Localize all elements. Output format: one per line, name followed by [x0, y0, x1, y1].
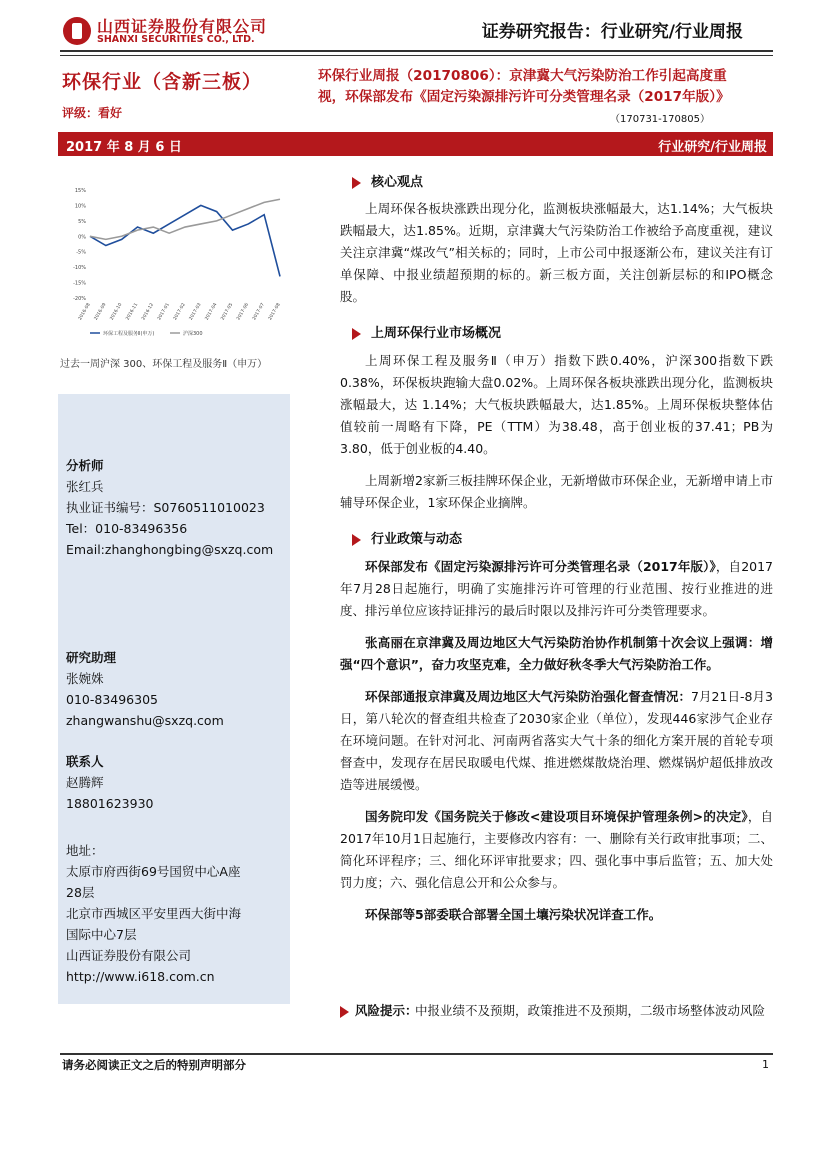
x-tick-label: 2017-08: [267, 302, 282, 322]
assistant-email[interactable]: zhangwanshu@sxzq.com: [66, 713, 224, 728]
contact-name: 赵腾辉: [66, 775, 104, 790]
series-line-0: [90, 205, 280, 276]
company-website[interactable]: http://www.i618.com.cn: [66, 969, 215, 984]
x-tick-label: 2016-10: [109, 302, 124, 322]
x-tick-label: 2017-01: [157, 302, 171, 322]
section-policy-heading: 行业政策与动态: [352, 528, 462, 547]
footer-rule: [60, 1053, 773, 1055]
y-tick-label: 0%: [78, 234, 86, 241]
contact-heading: 联系人: [66, 754, 104, 769]
address-company: 山西证券股份有限公司: [66, 948, 192, 963]
chart-caption: 过去一周沪深 300、环保工程及服务Ⅱ（申万）: [60, 359, 268, 370]
address-beijing: 北京市西城区平安里西大街中海: [66, 906, 242, 921]
section-market-body: [340, 350, 773, 514]
y-tick-label: -20%: [73, 296, 86, 302]
assistant-tel: 010-83496305: [66, 692, 158, 707]
x-tick-label: 2017-03: [188, 302, 203, 322]
risk-arrow-icon: [340, 1006, 349, 1018]
contact-tel: 18801623930: [66, 796, 154, 811]
address-taiyuan-floor: 28层: [66, 885, 95, 900]
bar-category: 行业研究/行业周报: [658, 140, 767, 155]
section-arrow-icon: [352, 328, 361, 340]
section-core-heading: 核心观点: [352, 171, 423, 190]
market-paragraph-2: 上周新增2家新三板挂牌环保企业，无新增做市环保企业，无新增申请上市辅导环保企业，1家环保企业摘牌。: [340, 473, 773, 510]
address-heading: 地址：: [66, 843, 104, 858]
header-rule: [60, 50, 773, 52]
rating: 评级：看好: [62, 106, 123, 120]
company-name-en: SHANXI SECURITIES CO., LTD.: [97, 34, 255, 45]
y-tick-label: 5%: [78, 218, 86, 225]
policy-item-5: 环保部等5部委联合部署全国土壤污染状况详查工作。: [365, 907, 662, 922]
market-paragraph-1: 上周环保工程及服务Ⅱ（申万）指数下跌0.40%，沪深300指数下跌0.38%，环保板块跑输大盘0.02%。上周环保各板块涨跌出现分化，监测板块涨幅最大，达 1.14%；大气板块跌幅最大，达1.85%。上周环保板块整体估值较前一周略有下降，PE（TTM）为38.48，高于创业板的37.41；PB为3.80，低于创业板的4.40。: [340, 353, 773, 456]
report-type: 证券研究报告：行业研究/行业周报: [481, 22, 743, 42]
x-tick-label: 2016-11: [125, 302, 140, 322]
section-arrow-icon: [352, 534, 361, 546]
x-tick-label: 2016-09: [93, 302, 108, 322]
legend-label: 环保工程及服务Ⅱ(申万): [103, 331, 155, 337]
section-core-body: [340, 198, 773, 308]
legend-label: 沪深300: [183, 331, 203, 337]
x-tick-label: 2016-08: [77, 302, 92, 322]
analyst-heading: 分析师: [66, 458, 104, 473]
section-market-heading: 上周环保行业市场概况: [352, 322, 501, 341]
date-range: （170731-170805）: [610, 114, 710, 125]
x-tick-label: 2017-04: [204, 302, 219, 322]
y-tick-label: -10%: [73, 265, 86, 272]
x-tick-label: 2017-05: [220, 302, 235, 322]
assistant-name: 张婉姝: [66, 671, 104, 686]
address-beijing-floor: 国际中心7层: [66, 927, 137, 942]
report-title: 环保行业周报（20170806）：京津冀大气污染防治工作引起高度重视，环保部发布《固定污染源排污许可分类管理名录（2017年版）》: [318, 68, 730, 105]
x-tick-label: 2016-12: [141, 302, 156, 322]
analyst-block: [66, 455, 273, 560]
y-tick-label: 15%: [74, 188, 86, 194]
section-policy-body: [340, 556, 773, 926]
policy-item-1: 环保部发布《固定污染源排污许可分类管理名录（2017年版）》，自2017年7月28日起施行，明确了实施排污许可管理的行业范围、按行业推进的进度、排污单位应该持证排污的最后时限以及排污许可分类管理要求。: [340, 559, 774, 618]
x-tick-label: 2017-06: [236, 302, 251, 322]
header-rule-thin: [60, 55, 773, 56]
address-taiyuan: 太原市府西街69号国贸中心A座: [66, 864, 241, 879]
x-tick-label: 2017-07: [252, 302, 266, 322]
y-tick-label: 10%: [74, 203, 86, 210]
company-name-cn: 山西证券股份有限公司: [97, 17, 268, 36]
analyst-email[interactable]: Email:zhanghongbing@sxzq.com: [66, 542, 274, 557]
company-logo-icon: [63, 17, 91, 45]
risk-text: 中报业绩不及预期，政策推进不及预期，二级市场整体波动风险: [415, 1003, 766, 1018]
analyst-cert: 执业证书编号：S0760511010023: [66, 500, 265, 515]
performance-chart: [60, 180, 290, 340]
analyst-tel: Tel：010-83496356: [66, 521, 188, 536]
y-tick-label: -5%: [76, 249, 86, 256]
section-arrow-icon: [352, 177, 361, 189]
policy-item-3: 环保部通报京津冀及周边地区大气污染防治强化督查情况：7月21日-8月3日，第八轮次的督查组共检查了2030家企业（单位），发现446家涉气企业存在环境问题。在针对河北、河南两省落实大气十条的细化方案开展的首轮专项督查中，发现存在居民取暖电代煤、推进燃煤散烧治理、燃煤锅炉超低排放改造等进展缓慢。: [340, 689, 773, 792]
core-paragraph: 上周环保各板块涨跌出现分化，监测板块涨幅最大，达1.14%；大气板块跌幅最大，达1.85%。近期，京津冀大气污染防治工作被给予高度重视，建议关注京津冀“煤改气”相关标的；同时，上市公司中报逐渐公布，建议关注有订单保障、中报业绩超预期的标的。新三板方面，关注创新层标的和IPO概念股。: [340, 201, 773, 304]
assistant-heading: 研究助理: [66, 650, 117, 665]
policy-item-2: 张高丽在京津冀及周边地区大气污染防治协作机制第十次会议上强调：增强“四个意识”，奋力攻坚克难，全力做好秋冬季大气污染防治工作。: [340, 635, 773, 672]
page-number: 1: [762, 1058, 769, 1071]
address-block: [66, 840, 241, 987]
footer-disclaimer: 请务必阅读正文之后的特别声明部分: [62, 1058, 246, 1072]
risk-label: 风险提示：: [340, 1000, 418, 1022]
report-date: 2017 年 8 月 6 日: [66, 140, 182, 155]
analyst-name: 张红兵: [66, 479, 104, 494]
y-tick-label: -15%: [73, 280, 86, 287]
series-line-1: [90, 199, 280, 239]
policy-item-4: 国务院印发《国务院关于修改<建设项目环境保护管理条例>的决定》，自2017年10月1日起施行，主要修改内容有：一、删除有关行政审批事项；二、简化环评程序；三、细化环评审批要求；四、强化事中事后监管；五、加大处罚力度；六、强化信息公开和公众参与。: [340, 809, 773, 890]
x-tick-label: 2017-02: [172, 302, 187, 322]
contact-block: [66, 751, 153, 814]
industry-title: 环保行业（含新三板）: [62, 71, 263, 93]
assistant-block: [66, 647, 224, 731]
